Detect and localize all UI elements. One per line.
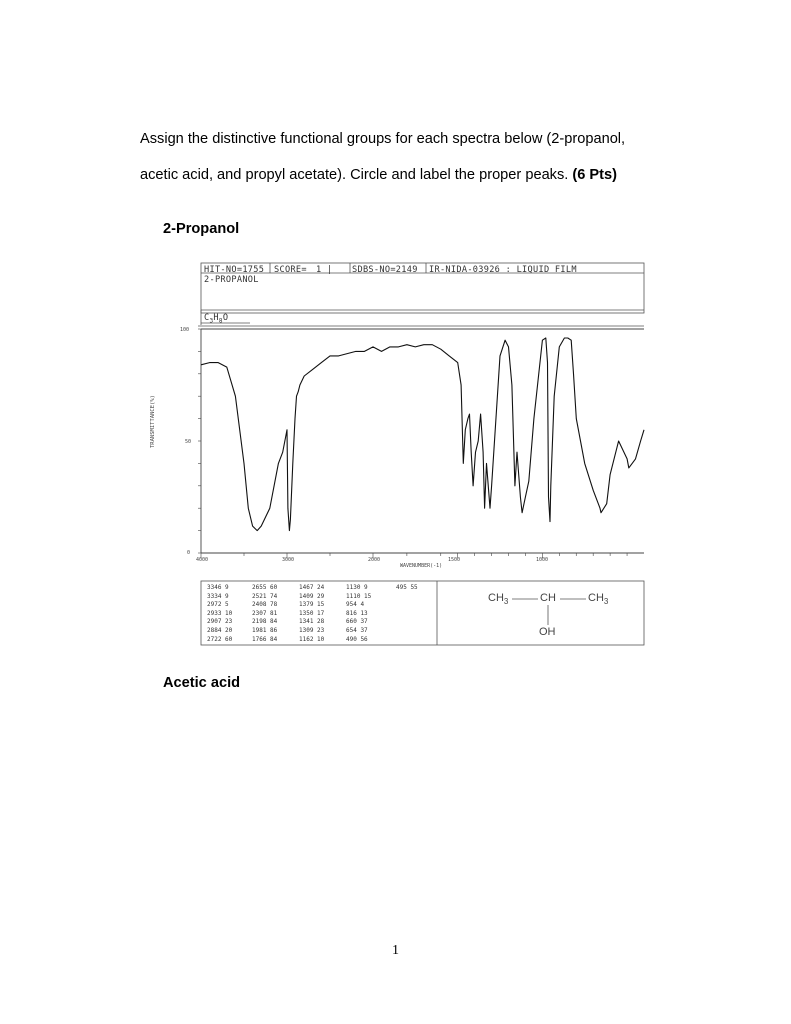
prompt-line-1: Assign the distinctive functional groups for each spectra below (2-propanol, (140, 131, 626, 147)
y-tick-50: 50 (185, 439, 192, 445)
structure-ch3-right: $CH_3$ (588, 592, 609, 607)
score-label: SCORE= (274, 265, 307, 275)
ir-reference: IR-NIDA-03926 : LIQUID FILM (429, 265, 577, 275)
hit-number: HIT-NO=1755 (204, 265, 265, 275)
spectrum-header (198, 263, 644, 326)
x-tick-4000: 4000 (196, 557, 209, 563)
peak-column-4: 1130 9 1110 15 954 4 816 13 660 37 654 37 490 56 (346, 584, 372, 643)
spectrum-series-line (201, 338, 644, 531)
molecular-formula: $C_3H_8O$ (204, 313, 229, 325)
ir-spectrum-figure (160, 255, 660, 655)
compound-name: 2-PROPANOL (204, 275, 259, 285)
peak-column-2: 2655 60 2521 74 2408 78 2307 81 2198 84 1981 86 1766 84 (252, 584, 278, 643)
score-value: 1 | (316, 265, 333, 275)
structure-ch3-left: $CH_3$ (488, 592, 509, 607)
peak-column-5: 495 55 (396, 584, 418, 591)
x-tick-3000: 3000 (282, 557, 295, 563)
y-tick-0: 0 (187, 550, 191, 556)
y-axis-label: TRANSMITTANCE(%) (150, 395, 156, 448)
structure-ch: CH (540, 592, 556, 604)
structure-oh: OH (539, 626, 556, 638)
peak-column-3: 1467 24 1409 29 1379 15 1350 17 1341 28 1309 23 1162 10 (299, 584, 325, 643)
x-tick-2000: 2000 (368, 557, 381, 563)
page-number: 1 (392, 943, 399, 958)
plot-frame (201, 329, 644, 553)
section-title-acetic-acid: Acetic acid (163, 675, 241, 691)
x-axis-label: WAVENUMBER(-1) (400, 563, 443, 569)
sdbs-number: SDBS-NO=2149 (352, 265, 418, 275)
peak-column-1: 3346 9 3334 9 2972 5 2933 10 2907 23 2884 20 2722 60 (207, 584, 233, 643)
points-label: (6 Pts) (572, 167, 617, 183)
prompt-line-2: acetic acid, and propyl acetate). Circle and label the proper peaks. (6 Pts) (140, 167, 617, 183)
x-tick-1500: 1500 (448, 557, 461, 563)
section-title-2-propanol: 2-Propanol (163, 221, 240, 237)
x-tick-1000: 1000 (536, 557, 549, 563)
y-tick-100: 100 (180, 327, 190, 333)
